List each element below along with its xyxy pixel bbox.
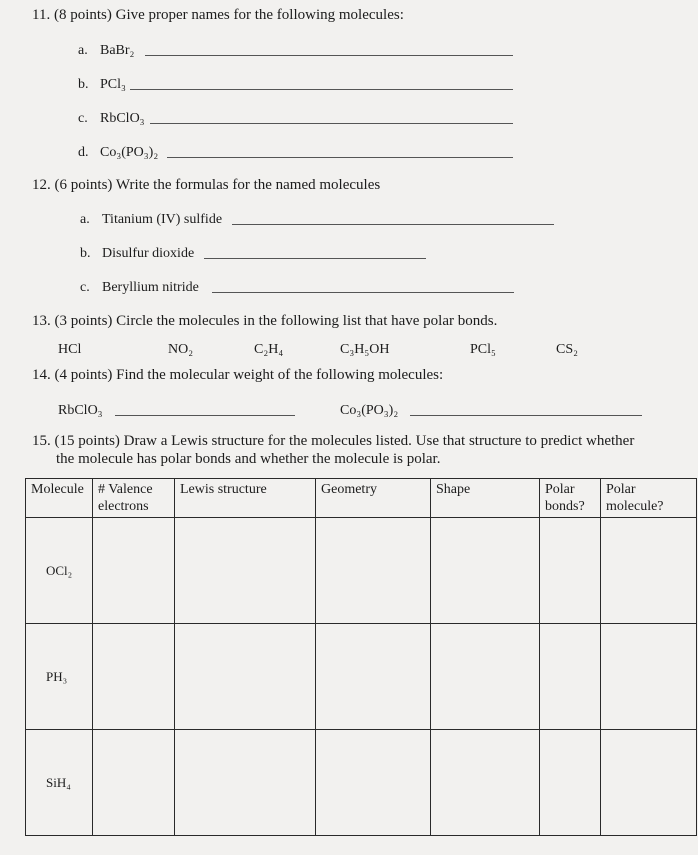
- cell-lewis[interactable]: [175, 624, 316, 730]
- header-valence-line1: # Valence: [98, 482, 153, 497]
- header-polar-bonds-line1: Polar: [545, 482, 575, 497]
- header-geometry: [316, 479, 431, 518]
- q14-answer-line-2[interactable]: [410, 415, 642, 416]
- q12-item-c: [80, 280, 199, 296]
- q11-item-b: [78, 77, 126, 93]
- q12-item-a-label: a.: [80, 212, 90, 227]
- q11-answer-line-b[interactable]: [130, 89, 513, 90]
- q11-item-a-formula: BaBr₂: [100, 43, 135, 58]
- q11-item-a-label: a.: [78, 43, 88, 58]
- cell-geometry[interactable]: [316, 518, 431, 624]
- q12-item-c-label: c.: [80, 280, 90, 295]
- q11-answer-line-d[interactable]: [167, 157, 513, 158]
- q11-title: 11. (8 points) Give proper names for the following molecules:: [32, 7, 404, 23]
- cell-valence[interactable]: [93, 730, 175, 836]
- q12-item-b: [80, 246, 194, 262]
- q11-item-b-label: b.: [78, 77, 89, 92]
- header-molecule: [26, 479, 93, 518]
- q13-molecule-pcl5[interactable]: PCl₅: [470, 342, 496, 357]
- q14-item-rbclo3: RbClO₃: [58, 403, 103, 418]
- header-polar-molecule: [601, 479, 697, 518]
- q11-item-d-label: d.: [78, 145, 89, 160]
- q11-item-d-formula: Co₃(PO₃)₂: [100, 145, 159, 160]
- cell-lewis[interactable]: [175, 730, 316, 836]
- q13-molecule-c3h5oh[interactable]: C₃H₅OH: [340, 342, 390, 357]
- q14-answer-line-1[interactable]: [115, 415, 295, 416]
- q11-item-c-label: c.: [78, 111, 88, 126]
- cell-shape[interactable]: [431, 518, 540, 624]
- row-molecule-ph3: PH₃: [26, 624, 93, 730]
- cell-polar-bonds[interactable]: [540, 624, 601, 730]
- q12-item-c-name: Beryllium nitride: [102, 280, 199, 295]
- cell-polar-bonds[interactable]: [540, 518, 601, 624]
- header-lewis-text: Lewis structure: [180, 482, 267, 497]
- q15-lewis-table: [25, 478, 697, 836]
- q12-item-a-name: Titanium (IV) sulfide: [102, 212, 223, 227]
- cell-polar-molecule[interactable]: [601, 730, 697, 836]
- table-row: [26, 730, 697, 836]
- q12-item-b-label: b.: [80, 246, 91, 261]
- q13-molecule-hcl[interactable]: HCl: [58, 342, 82, 357]
- q11-item-b-formula: PCl₃: [100, 77, 126, 92]
- header-valence-line2: electrons: [98, 499, 149, 514]
- q13-molecule-c2h4[interactable]: C₂H₄: [254, 342, 284, 357]
- q12-answer-line-b[interactable]: [204, 258, 426, 259]
- table-row: [26, 518, 697, 624]
- cell-geometry[interactable]: [316, 624, 431, 730]
- cell-lewis[interactable]: [175, 518, 316, 624]
- q15-title-line2: the molecule has polar bonds and whether the molecule is polar.: [56, 451, 441, 467]
- q15-title-line1: 15. (15 points) Draw a Lewis structure for the molecules listed. Use that structure to predict whether: [32, 433, 635, 449]
- header-polar-bonds: [540, 479, 601, 518]
- q13-molecule-no2[interactable]: NO₂: [168, 342, 194, 357]
- header-valence-electrons: [93, 479, 175, 518]
- q11-item-d: [78, 145, 158, 161]
- cell-geometry[interactable]: [316, 730, 431, 836]
- q13-title: 13. (3 points) Circle the molecules in the following list that have polar bonds.: [32, 313, 498, 329]
- q12-title: 12. (6 points) Write the formulas for the named molecules: [32, 177, 381, 193]
- cell-shape[interactable]: [431, 730, 540, 836]
- q11-item-a: [78, 43, 134, 59]
- cell-polar-bonds[interactable]: [540, 730, 601, 836]
- cell-polar-molecule[interactable]: [601, 518, 697, 624]
- q14-title: 14. (4 points) Find the molecular weight of the following molecules:: [32, 367, 444, 383]
- q12-answer-line-c[interactable]: [212, 292, 514, 293]
- header-molecule-text: Molecule: [31, 482, 84, 497]
- q11-item-c: [78, 111, 145, 127]
- header-shape-text: Shape: [436, 482, 471, 497]
- q14-item-co3po32: Co₃(PO₃)₂: [340, 403, 399, 418]
- cell-valence[interactable]: [93, 518, 175, 624]
- header-polar-molecule-line2: molecule?: [606, 499, 664, 514]
- q13-molecule-cs2[interactable]: CS₂: [556, 342, 579, 357]
- cell-polar-molecule[interactable]: [601, 624, 697, 730]
- q11-answer-line-c[interactable]: [150, 123, 513, 124]
- table-header-row: [26, 479, 697, 518]
- q12-answer-line-a[interactable]: [232, 224, 554, 225]
- table-row: [26, 624, 697, 730]
- row-molecule-sih4: SiH₄: [26, 730, 93, 836]
- row-molecule-ocl2: OCl₂: [26, 518, 93, 624]
- q12-item-a: [80, 212, 222, 228]
- cell-shape[interactable]: [431, 624, 540, 730]
- q11-answer-line-a[interactable]: [145, 55, 513, 56]
- header-shape: [431, 479, 540, 518]
- header-geometry-text: Geometry: [321, 482, 377, 497]
- q11-item-c-formula: RbClO₃: [100, 111, 145, 126]
- header-polar-bonds-line2: bonds?: [545, 499, 585, 514]
- cell-valence[interactable]: [93, 624, 175, 730]
- header-polar-molecule-line1: Polar: [606, 482, 636, 497]
- header-lewis-structure: [175, 479, 316, 518]
- q12-item-b-name: Disulfur dioxide: [102, 246, 195, 261]
